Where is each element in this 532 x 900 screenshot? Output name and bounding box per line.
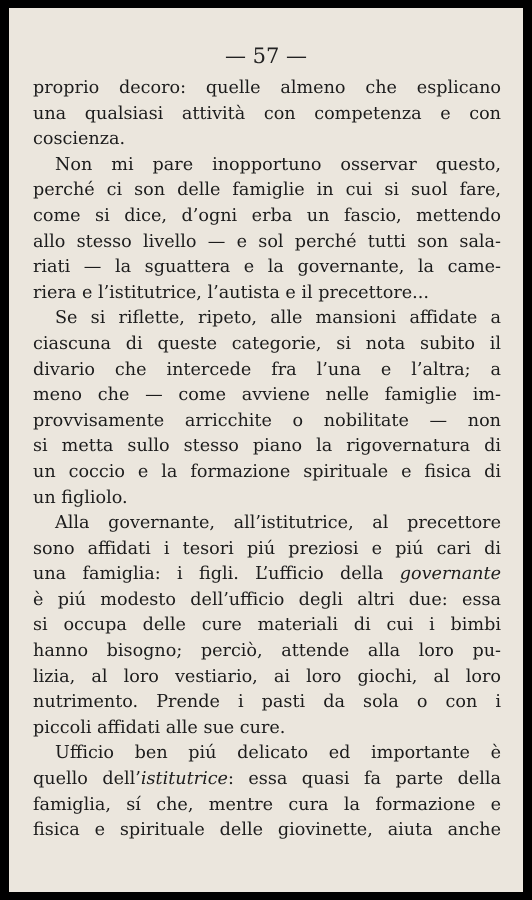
body-text [33, 76, 501, 844]
text-line: coscienza. [33, 129, 126, 150]
text-line: allo stesso livello — e sol perché tutti son sala- [33, 231, 501, 252]
text-line: Ufficio ben piú delicato ed importante è [55, 743, 501, 764]
text-line: provvisamente arricchite o nobilitate — non [33, 410, 501, 431]
text-line: un figliolo. [33, 487, 128, 508]
text-line: ciascuna di queste categorie, si nota subito il [33, 333, 501, 354]
text-line: è piú modesto dell’ufficio degli altri due: essa [33, 589, 501, 610]
text-line: come si dice, d’ogni erba un fascio, mettendo [33, 205, 501, 226]
text-line: un coccio e la formazione spirituale e fisica di [33, 461, 501, 482]
page-number: — 57 — [224, 44, 308, 68]
text-segment: : essa quasi fa parte della [227, 769, 501, 790]
text-line: divario che intercede fra l’una e l’altra; a [33, 359, 501, 380]
italic-term: istitutrice [140, 769, 228, 790]
text-line: Se si riflette, ripeto, alle mansioni affidate a [55, 308, 501, 329]
text-segment: una famiglia: i figli. L’ufficio della [33, 564, 400, 585]
text-line: si occupa delle cure materiali di cui i bimbi [33, 615, 501, 636]
text-line: perché ci son delle famiglie in cui si suol fare, [33, 180, 501, 201]
text-line: Alla governante, all’istitutrice, al precettore [55, 513, 501, 534]
text-line: nutrimento. Prende i pasti da sola o con i [33, 692, 501, 713]
text-line: hanno bisogno; perciò, attende alla loro pu- [33, 641, 501, 662]
text-line: riera e l’istitutrice, l’autista e il precettore... [33, 282, 429, 303]
book-page [9, 8, 523, 892]
text-line: lizia, al loro vestiario, ai loro giochi, al loro [33, 666, 501, 687]
text-segment: quello dell’ [33, 769, 141, 790]
text-line: si metta sullo stesso piano la rigovernatura di [33, 436, 501, 457]
text-line [33, 562, 501, 588]
text-line: fisica e spirituale delle giovinette, aiuta anche [33, 820, 501, 841]
text-line: una qualsiasi attività con competenza e con [33, 103, 501, 124]
text-line: proprio decoro: quelle almeno che esplicano [33, 78, 501, 98]
italic-term: governante [399, 564, 501, 585]
text-line: piccoli affidati alle sue cure. [33, 717, 286, 738]
text-line: famiglia, sí che, mentre cura la formazione e [33, 794, 501, 815]
text-line: sono affidati i tesori piú preziosi e piú cari di [33, 538, 501, 559]
text-line: meno che — come avviene nelle famiglie im- [33, 385, 501, 406]
text-line: Non mi pare inopportuno osservar questo, [55, 154, 501, 175]
text-line [33, 767, 501, 793]
text-line: riati — la sguattera e la governante, la came- [33, 257, 501, 278]
